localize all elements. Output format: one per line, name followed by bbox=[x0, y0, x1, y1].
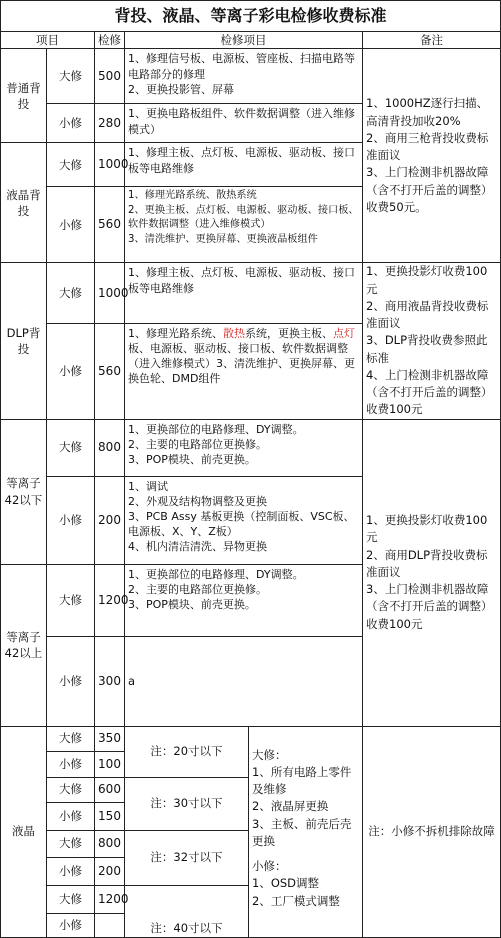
repair-detail bbox=[125, 187, 363, 263]
level-label: 小修 bbox=[47, 751, 95, 777]
fee-value: 1000 bbox=[95, 143, 125, 187]
size-note: 注：40寸以下 bbox=[125, 885, 249, 937]
detail-text: 板、电源板、驱动板、接口板、软件数据调整（进入维修模式）3、清洗维护、更换屏幕、更换色轮、DMD组件 bbox=[128, 341, 355, 386]
remark-dlp bbox=[363, 263, 501, 419]
fee-value: 560 bbox=[95, 323, 125, 419]
detail-line: 3、POP模块、前壳更换。 bbox=[128, 597, 256, 611]
detail-heading: 大修： bbox=[252, 747, 287, 762]
level-label: 小修 bbox=[47, 187, 95, 263]
detail-line: 3、主板、前壳后壳更换 bbox=[252, 816, 352, 848]
level-label: 小修 bbox=[47, 802, 95, 830]
fee-value: 100 bbox=[95, 751, 125, 777]
repair-detail bbox=[125, 419, 363, 476]
remark-line: 4、上门检测非机器故障（含不打开后盖的调整）收费100元 bbox=[366, 367, 493, 417]
remark-line: 3、上门检测非机器故障（含不打开后盖的调整）收费100元 bbox=[366, 582, 493, 631]
level-label: 大修 bbox=[47, 263, 95, 323]
detail-line: 2、更换投影管、屏幕 bbox=[128, 82, 234, 96]
remark-line: 1、更换投影灯收费100元 bbox=[366, 264, 488, 296]
detail-line: 4、机内清洁清洗、异物更换 bbox=[128, 540, 267, 554]
level-label: 大修 bbox=[47, 726, 95, 751]
detail-line: 2、外观及结构物调整及更换 bbox=[128, 494, 267, 508]
repair-detail bbox=[125, 564, 363, 636]
size-note: 注：30寸以下 bbox=[125, 777, 249, 830]
fee-value: 200 bbox=[95, 476, 125, 564]
level-label: 大修 bbox=[47, 564, 95, 636]
header-content: 检修项目 bbox=[125, 32, 363, 49]
level-label: 大修 bbox=[47, 885, 95, 913]
fee-value: 600 bbox=[95, 777, 125, 802]
highlight-text: 散热 bbox=[223, 326, 245, 340]
fee-value: 1000 bbox=[95, 263, 125, 323]
repair-detail bbox=[125, 476, 363, 564]
repair-detail bbox=[125, 143, 363, 187]
highlight-text: 点灯 bbox=[333, 326, 355, 340]
remark-crt bbox=[363, 49, 501, 263]
detail-heading: 小修： bbox=[252, 859, 287, 874]
fee-value: 800 bbox=[95, 830, 125, 857]
level-label: 小修 bbox=[47, 104, 95, 143]
category-lcd-rear-projection: 液晶背投 bbox=[1, 143, 47, 263]
fee-value: 150 bbox=[95, 802, 125, 830]
size-note: 注：32寸以下 bbox=[125, 830, 249, 885]
fee-value: 800 bbox=[95, 419, 125, 476]
category-plasma-above-42: 等离子42以上 bbox=[1, 564, 47, 726]
fee-value: 280 bbox=[95, 104, 125, 143]
detail-line: 1、所有电路上零件及维修 bbox=[252, 764, 352, 797]
fee-value: 300 bbox=[95, 636, 125, 726]
detail-line: 1、更换部位的电路修理、DY调整。 bbox=[128, 422, 304, 436]
remark-line: 3、DLP背投收费参照此标准 bbox=[366, 333, 488, 365]
fee-value: 500 bbox=[95, 49, 125, 104]
repair-detail bbox=[125, 49, 363, 104]
remark-plasma bbox=[363, 419, 501, 726]
detail-text: 1、修理光路系统、 bbox=[128, 326, 223, 340]
detail-line: 2、液晶屏更换 bbox=[252, 799, 329, 814]
fee-value bbox=[95, 913, 125, 937]
fee-value: 1200 bbox=[95, 885, 125, 913]
level-label: 小修 bbox=[47, 636, 95, 726]
detail-text: 系统，更换主板、 bbox=[245, 326, 333, 340]
repair-detail bbox=[125, 263, 363, 323]
header-remark: 备注 bbox=[363, 32, 501, 49]
level-label: 小修 bbox=[47, 857, 95, 885]
size-note: 注：20寸以下 bbox=[125, 726, 249, 777]
level-label: 小修 bbox=[47, 476, 95, 564]
lcd-repair-detail bbox=[249, 726, 363, 937]
category-lcd: 液晶 bbox=[1, 726, 47, 937]
remark-line: 1、1000HZ逐行扫描、高清背投加收20% bbox=[366, 96, 489, 128]
remark-line: 1、更换投影灯收费100元 bbox=[366, 513, 488, 545]
repair-detail: a bbox=[125, 636, 363, 726]
detail-line: 1、调试 bbox=[128, 479, 168, 493]
level-label: 大修 bbox=[47, 777, 95, 802]
level-label: 大修 bbox=[47, 419, 95, 476]
detail-line: 1、修理主板、点灯板、电源板、驱动板、接口板等电路维修 bbox=[128, 266, 355, 295]
page-title: 背投、液晶、等离子彩电检修收费标准 bbox=[1, 1, 501, 32]
detail-line: 1、更换电路板组件、软件数据调整（进入维修模式） bbox=[128, 107, 355, 136]
level-label: 小修 bbox=[47, 323, 95, 419]
category-rear-projection: 普通背投 bbox=[1, 49, 47, 143]
detail-line: 1、修理主板、点灯板、电源板、驱动板、接口板等电路维修 bbox=[128, 146, 355, 175]
detail-line: 2、主要的电路部位更换修。 bbox=[128, 437, 267, 451]
detail-line: 3、清洗维护、更换屏幕、更换液晶板组件 bbox=[128, 233, 318, 245]
level-label: 大修 bbox=[47, 49, 95, 104]
detail-line: 1、OSD调整 bbox=[252, 876, 320, 891]
level-label: 小修 bbox=[47, 913, 95, 937]
fee-value: 350 bbox=[95, 726, 125, 751]
category-dlp: DLP背投 bbox=[1, 263, 47, 419]
repair-detail bbox=[125, 104, 363, 143]
remark-line: 3、上门检测非机器故障（含不打开后盖的调整）收费50元。 bbox=[366, 165, 493, 214]
remark-line: 2、商用液晶背投收费标准面议 bbox=[366, 298, 489, 331]
fee-value: 1200 bbox=[95, 564, 125, 636]
detail-line: 2、更换主板、点灯板、电源板、驱动板、接口板、软件数据调整（进入维修模式） bbox=[128, 204, 359, 231]
detail-line: 2、工厂模式调整 bbox=[252, 893, 340, 908]
repair-detail bbox=[125, 323, 363, 419]
level-label: 大修 bbox=[47, 830, 95, 857]
fee-value: 200 bbox=[95, 857, 125, 885]
remark-lcd: 注：小修不拆机排除故障 bbox=[363, 726, 501, 937]
fee-value: 560 bbox=[95, 187, 125, 263]
level-label: 大修 bbox=[47, 143, 95, 187]
detail-line: 3、PCB Assy 基板更换（控制面板、VSC板、电源板、X、Y、Z板） bbox=[128, 509, 355, 539]
header-project: 项目 bbox=[1, 32, 95, 49]
detail-line: 1、修理信号板、电源板、管座板、扫描电路等电路部分的修理 bbox=[128, 52, 355, 81]
detail-line: 3、POP模块、前壳更换。 bbox=[128, 452, 256, 466]
detail-line: 2、主要的电路部位更换修。 bbox=[128, 582, 267, 596]
detail-line: 1、更换部位的电路修理、DY调整。 bbox=[128, 567, 304, 581]
detail-line: 1、修理光路系统、散热系统 bbox=[128, 190, 257, 202]
remark-line: 2、商用三枪背投收费标准面议 bbox=[366, 130, 489, 163]
header-fee: 检修 bbox=[95, 32, 125, 49]
category-plasma-below-42: 等离子42以下 bbox=[1, 419, 47, 564]
remark-line: 2、商用DLP背投收费标准面议 bbox=[366, 547, 488, 579]
